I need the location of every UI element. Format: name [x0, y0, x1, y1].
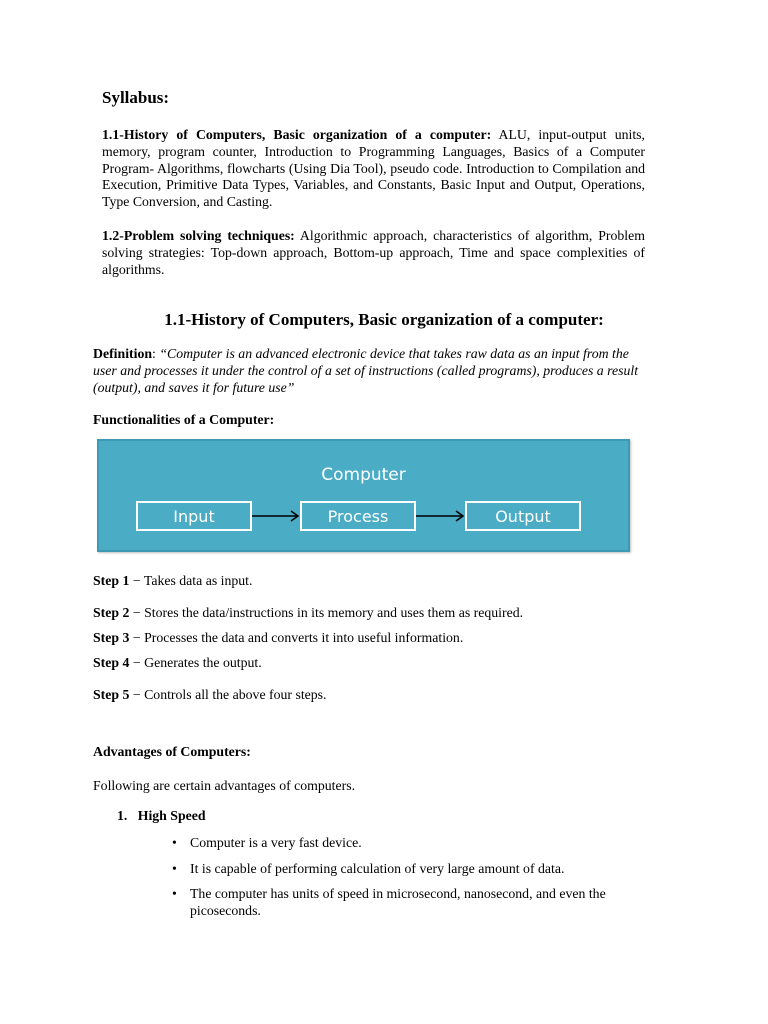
bullet-icon: • [172, 835, 177, 850]
functionalities-heading: Functionalities of a Computer: [93, 412, 275, 427]
syllabus-title: Syllabus: [102, 88, 170, 107]
syllabus-unit-1 [102, 127, 645, 211]
step-3 [93, 630, 463, 646]
computer-diagram [97, 439, 630, 552]
definition-text: “Computer is an advanced electronic device that takes raw data as an input from the user and processes it under the control of a set of instructions (called programs), produces a result (output), and saves it for future use” [93, 346, 639, 395]
syllabus-unit-1-label: 1.1-History of Computers, Basic organization of a computer: [102, 127, 492, 142]
arrow-icon [252, 511, 298, 521]
definition-separator: : [152, 346, 160, 361]
section-heading: 1.1-History of Computers, Basic organization of a computer: [164, 310, 604, 329]
bullet-icon: • [172, 886, 177, 901]
step-label: Step 2 [93, 605, 130, 620]
definition-paragraph [93, 345, 653, 396]
list-item [172, 860, 652, 878]
syllabus-unit-2 [102, 228, 645, 278]
bullet-text: Computer is a very fast device. [190, 835, 362, 850]
item-number: 1. [117, 808, 128, 823]
step-1 [93, 573, 252, 589]
list-item [172, 885, 652, 921]
step-text: − Controls all the above four steps. [129, 687, 327, 702]
definition-label: Definition [93, 346, 153, 361]
step-label: Step 5 [93, 687, 130, 702]
step-label: Step 1 [93, 573, 130, 588]
bullet-icon: • [172, 861, 177, 876]
item-title: High Speed [137, 808, 206, 823]
advantages-heading: Advantages of Computers: [93, 744, 251, 759]
step-5 [93, 687, 327, 703]
numbered-item-high-speed [117, 808, 206, 824]
diagram-arrows [99, 441, 628, 550]
step-text: − Processes the data and converts it into useful information. [129, 630, 464, 645]
step-2 [93, 605, 523, 621]
bullet-text: It is capable of performing calculation of very large amount of data. [190, 861, 565, 876]
list-item [172, 834, 652, 852]
step-text: − Stores the data/instructions in its memory and uses them as required. [129, 605, 524, 620]
diagram-title: Computer [321, 465, 406, 485]
step-text: − Generates the output. [129, 655, 262, 670]
diagram-box-output: Output [465, 501, 581, 531]
diagram-box-input: Input [136, 501, 252, 531]
diagram-box-process: Process [300, 501, 416, 531]
step-4 [93, 655, 262, 671]
syllabus-unit-2-text: Algorithmic approach, characteristics of algorithm, Problem solving strategies: Top-down approach, Bottom-up approach, Time and space complexities of algorithms. [102, 228, 645, 277]
syllabus-unit-1-text: ALU, input-output units, memory, program counter, Introduction to Programming Languages, Basics of a Computer Program- Algorithms, flowcharts (Using Dia Tool), pseudo code. Introduction to Compilation and Execution, Primitive Data Types, Variables, and Constants, Basic Input and Output, Operations, Type Conversion, and Casting. [102, 127, 645, 210]
advantages-intro: Following are certain advantages of computers. [93, 778, 356, 793]
step-text: − Takes data as input. [129, 573, 253, 588]
bullet-text: The computer has units of speed in microsecond, nanosecond, and even the picoseconds. [190, 886, 606, 918]
syllabus-unit-2-label: 1.2-Problem solving techniques: [102, 228, 295, 243]
arrow-icon [416, 511, 463, 521]
step-label: Step 4 [93, 655, 130, 670]
step-label: Step 3 [93, 630, 130, 645]
